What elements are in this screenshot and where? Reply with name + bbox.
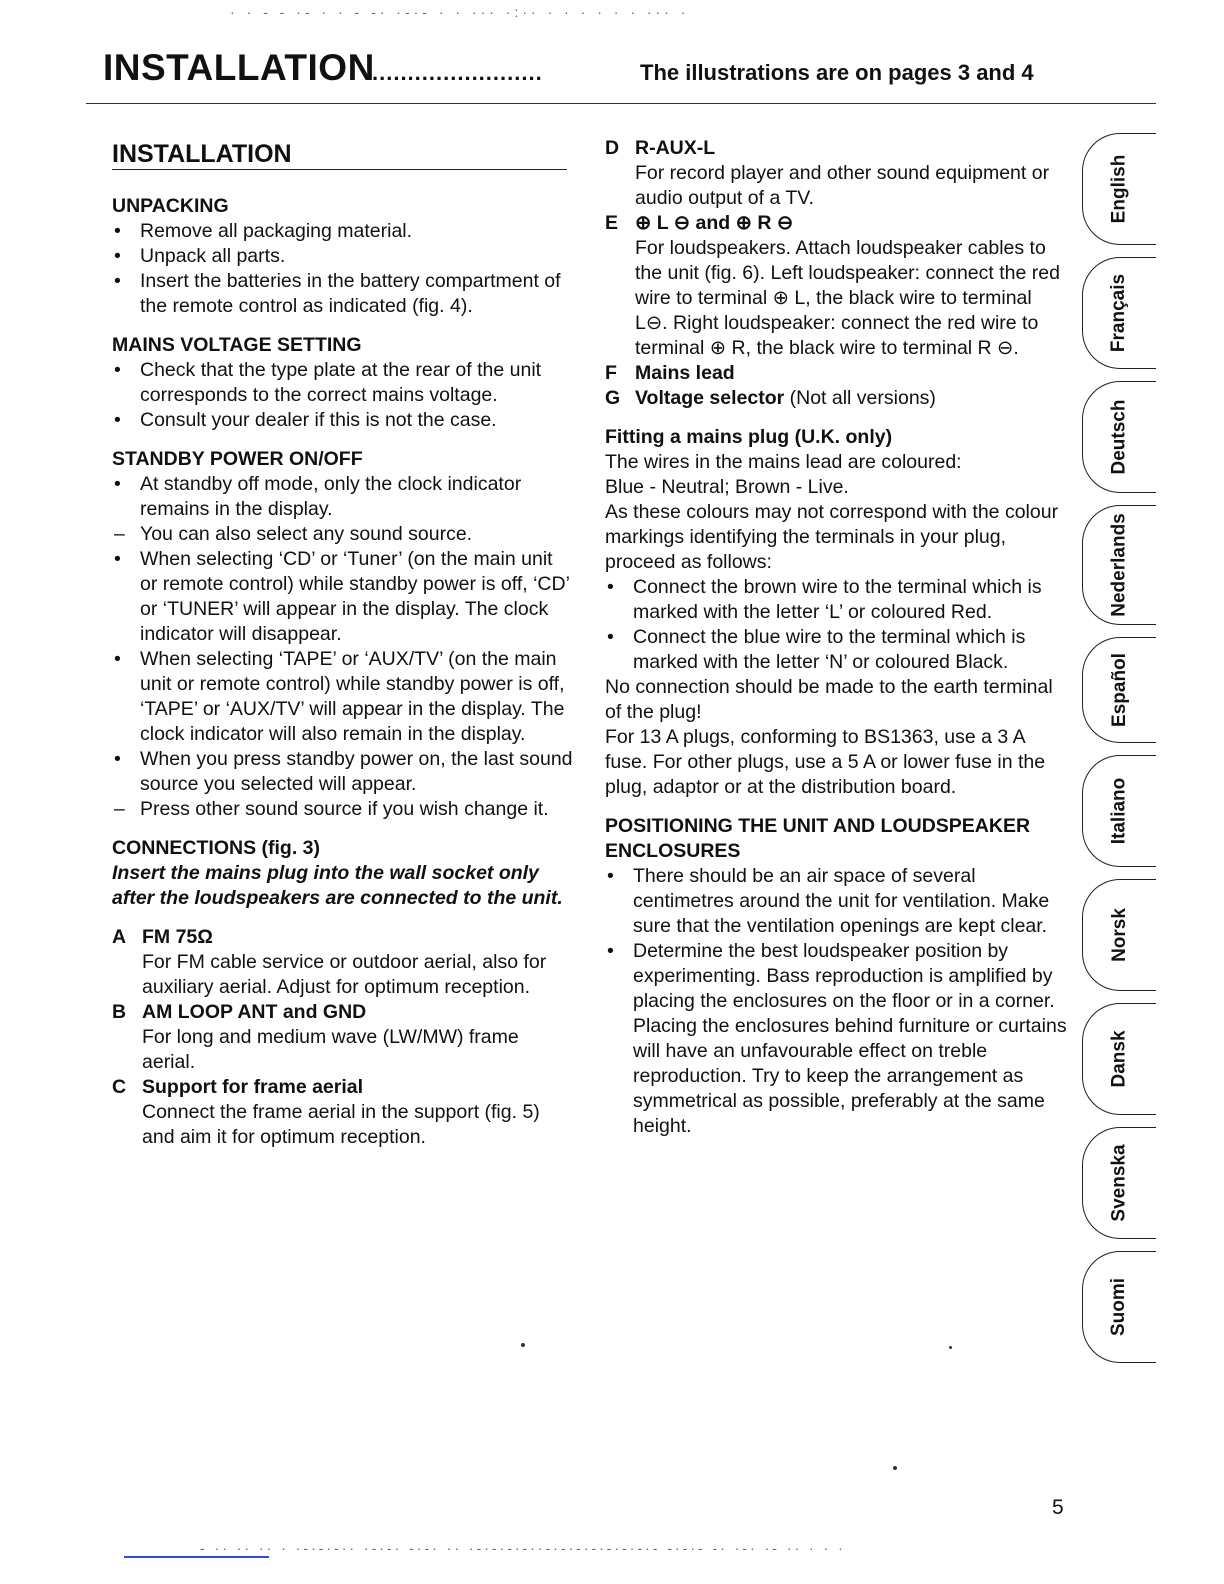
scan-speck <box>521 1343 525 1347</box>
tab-espanol[interactable]: Español <box>1082 637 1156 743</box>
tab-italiano[interactable]: Italiano <box>1082 755 1156 867</box>
list-item: • Determine the best loudspeaker position by experimenting. Bass reproduction is amplified by placing the enclosures on the floor or in a corner. Placing the enclosures behind furniture or curtains will have an unfavourable effect on treble reproduction. Try to keep the arrangement as symmetrical as possible, preferably at the same height. <box>607 940 1067 1137</box>
left-column <box>112 142 574 1150</box>
connection-item-f: F Mains lead <box>605 362 735 384</box>
mains-voltage-heading: MAINS VOLTAGE SETTING <box>112 334 362 356</box>
tab-deutsch[interactable]: Deutsch <box>1082 381 1156 493</box>
mains-plug-intro-2: Blue - Neutral; Brown - Live. <box>605 476 849 498</box>
tab-suomi[interactable]: Suomi <box>1082 1251 1156 1363</box>
list-item: – You can also select any sound source. <box>114 523 473 545</box>
list-item: • Insert the batteries in the battery compartment of the remote control as indicated (fig. 4). <box>114 270 561 317</box>
list-item: • There should be an air space of several centimetres around the unit for ventilation. Make sure that the ventilation openings are kept clear. <box>607 865 1050 937</box>
header-divider <box>86 103 1156 104</box>
connection-item-c: C Support for frame aerial Connect the frame aerial in the support (fig. 5) and aim it for optimum reception. <box>112 1076 540 1148</box>
connection-item-g: G Voltage selector (Not all versions) <box>605 387 936 409</box>
unpacking-heading: UNPACKING <box>112 195 229 217</box>
section-title: INSTALLATION <box>112 142 567 170</box>
scan-noise-bottom: - ·· ·· ·· · ·-·-·-·· ·-·-· -·-· ·· ·-·-·-·-··-·-·-·-·-·-·-·- -·-·- -· ·-· ·- ·· · · · <box>200 1540 846 1556</box>
tab-norsk[interactable]: Norsk <box>1082 879 1156 991</box>
connection-item-a: A FM 75Ω For FM cable service or outdoor aerial, also for auxiliary aerial. Adjust for optimum reception. <box>112 926 547 998</box>
connections-warning: Insert the mains plug into the wall socket only after the loudspeakers are connected to the unit. <box>112 862 563 909</box>
mains-plug-intro-3: As these colours may not correspond with the colour markings identifying the terminals in your plug, proceed as follows: <box>605 501 1059 573</box>
connections-heading: CONNECTIONS (fig. 3) <box>112 837 320 859</box>
list-item: • When selecting ‘TAPE’ or ‘AUX/TV’ (on the main unit or remote control) while standby power is off, ‘TAPE’ or ‘AUX/TV’ will appear in the display. The clock indicator will also remain in the display. <box>114 648 565 745</box>
list-item: • Consult your dealer if this is not the case. <box>114 409 497 431</box>
page-title: INSTALLATION <box>103 47 375 88</box>
standby-list <box>112 472 574 822</box>
fuse-note: For 13 A plugs, conforming to BS1363, use a 3 A fuse. For other plugs, use a 5 A or lower fuse in the plug, adaptor or at the distribution board. <box>605 726 1046 798</box>
positioning-heading: POSITIONING THE UNIT AND LOUDSPEAKER ENCLOSURES <box>605 815 1031 862</box>
scan-blue-line <box>124 1556 269 1558</box>
list-item: • When selecting ‘CD’ or ‘Tuner’ (on the main unit or remote control) while standby power is off, ‘CD’ or ‘TUNER’ will appear in the display. The clock indicator will disappear. <box>114 548 570 645</box>
list-item: • When you press standby power on, the last sound source you selected will appear. <box>114 748 573 795</box>
standby-heading: STANDBY POWER ON/OFF <box>112 448 363 470</box>
scan-noise-top: · · - - ·- · · - -· ·-·- · · ··· ·:·· · · · · · · ··· · <box>230 4 690 20</box>
mains-plug-list <box>605 575 1067 675</box>
right-column <box>605 136 1067 1139</box>
connection-item-d: D R-AUX-L For record player and other sound equipment or audio output of a TV. <box>605 137 1050 209</box>
list-item: – Press other sound source if you wish change it. <box>114 798 549 820</box>
mains-plug-intro-1: The wires in the mains lead are coloured: <box>605 451 962 473</box>
list-item: • Connect the blue wire to the terminal which is marked with the letter ‘N’ or coloured Black. <box>607 626 1026 673</box>
list-item: • Check that the type plate at the rear of the unit corresponds to the correct mains voltage. <box>114 359 542 406</box>
tab-english[interactable]: English <box>1082 133 1156 245</box>
mains-voltage-list <box>112 358 574 433</box>
page-number: 5 <box>1052 1496 1064 1519</box>
tab-svenska[interactable]: Svenska <box>1082 1127 1156 1239</box>
list-item: • At standby off mode, only the clock indicator remains in the display. <box>114 473 522 520</box>
tab-dansk[interactable]: Dansk <box>1082 1003 1156 1115</box>
list-item: • Remove all packaging material. <box>114 220 413 242</box>
earth-warning: No connection should be made to the earth terminal of the plug! <box>605 676 1053 723</box>
list-item: • Connect the brown wire to the terminal which is marked with the letter ‘L’ or coloured Red. <box>607 576 1042 623</box>
connection-item-b: B AM LOOP ANT and GND For long and medium wave (LW/MW) frame aerial. <box>112 1001 519 1073</box>
positioning-list <box>605 864 1067 1139</box>
unpacking-list <box>112 219 574 319</box>
title-leader-dots: ........................ <box>372 60 543 85</box>
page-subtitle: The illustrations are on pages 3 and 4 <box>640 60 1034 85</box>
scan-speck <box>893 1466 897 1470</box>
list-item: • Unpack all parts. <box>114 245 286 267</box>
connection-item-e: E ⊕ L ⊖ and ⊕ R ⊖ For loudspeakers. Attach loudspeaker cables to the unit (fig. 6). Left loudspeaker: connect the red wire to terminal ⊕ L, the black wire to terminal L⊖. Right loudspeaker: connect the red wire to terminal ⊕ R, the black wire to terminal R ⊖. <box>605 212 1060 359</box>
mains-plug-heading: Fitting a mains plug (U.K. only) <box>605 426 893 448</box>
scan-speck <box>949 1346 952 1349</box>
tab-francais[interactable]: Français <box>1082 257 1156 369</box>
tab-nederlands[interactable]: Nederlands <box>1082 505 1156 625</box>
